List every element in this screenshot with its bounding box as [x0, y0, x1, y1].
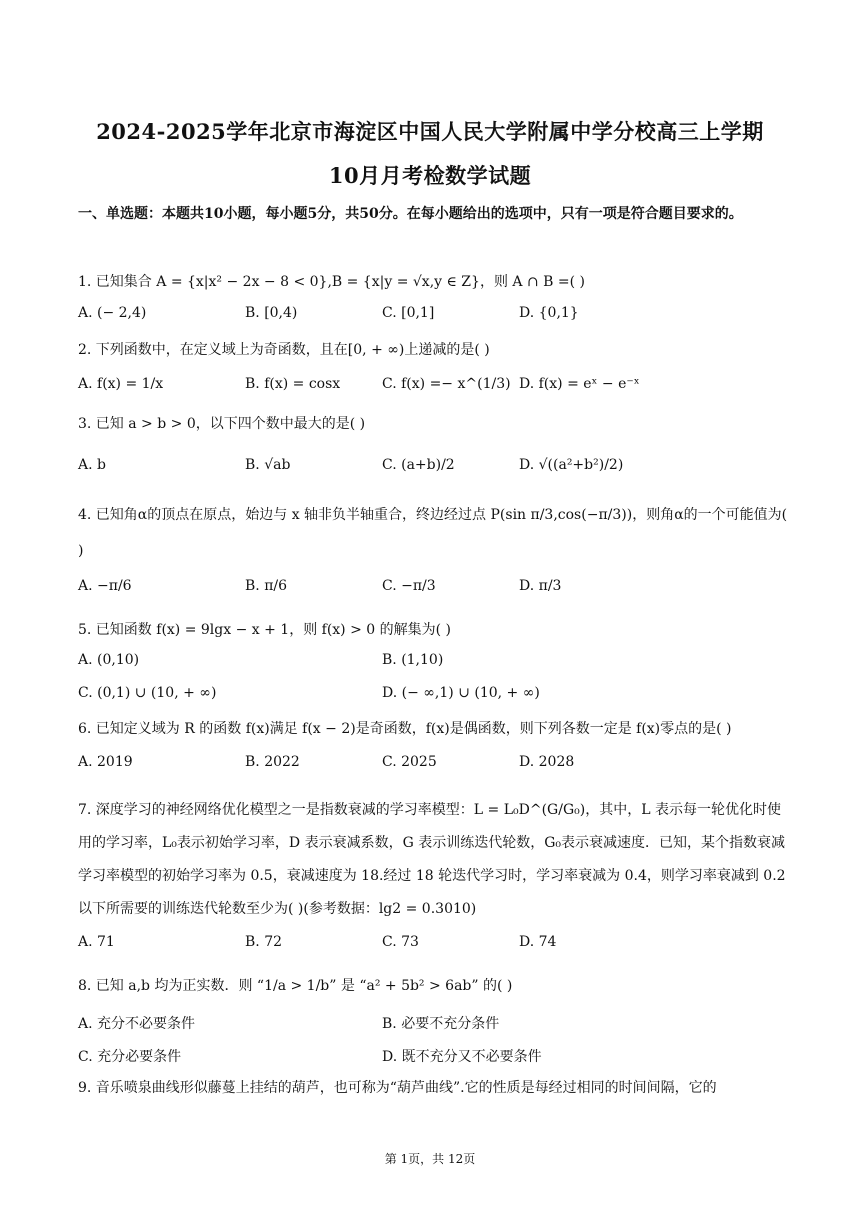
question-2-stem: 2. 下列函数中，在定义域上为奇函数，且在[0, + ∞)上递减的是( ) [78, 342, 490, 358]
question-4-options [78, 578, 798, 600]
question-5-option-c: C. (0,1) ∪ (10, + ∞) [78, 685, 217, 701]
question-2-option-d: D. f(x) = eˣ − e⁻ˣ [519, 376, 640, 392]
question-1-option-d: D. {0,1} [519, 305, 579, 321]
question-1-options [78, 305, 798, 327]
question-8-stem: 8. 已知 a,b 均为正实数．则 “1/a > 1/b” 是 “a² + 5b² > 6ab” 的( ) [78, 978, 513, 994]
question-7-option-c: C. 73 [382, 934, 419, 950]
question-6-options [78, 754, 798, 776]
question-6-option-c: C. 2025 [382, 754, 437, 770]
question-6-option-b: B. 2022 [245, 754, 300, 770]
question-7-option-a: A. 71 [78, 934, 115, 950]
question-8-options-row-2 [78, 1046, 798, 1068]
question-2-option-a: A. f(x) = 1/x [78, 376, 164, 392]
question-3-option-a: A. b [78, 457, 106, 473]
question-2-options [78, 376, 798, 398]
question-5-option-a: A. (0,10) [78, 652, 140, 668]
question-5-stem: 5. 已知函数 f(x) = 9lgx − x + 1，则 f(x) > 0 的解集为( ) [78, 622, 452, 638]
question-1-stem: 1. 已知集合 A = {x|x² − 2x − 8 < 0},B = {x|y = √x,y ∈ Z}，则 A ∩ B =( ) [78, 274, 585, 290]
question-6-option-d: D. 2028 [519, 754, 575, 770]
question-7-option-d: D. 74 [519, 934, 557, 950]
question-2-option-c: C. f(x) =− x^(1/3) [382, 376, 511, 392]
question-1-option-b: B. [0,4) [245, 305, 298, 321]
question-4-option-d: D. π/3 [519, 578, 562, 594]
question-8-options-row-1 [78, 1013, 798, 1035]
question-7-stem: 7. 深度学习的神经网络优化模型之一是指数衰减的学习率模型：L = L₀D^(G/G₀)，其中，L 表示每一轮优化时使用的学习率，L₀表示初始学习率，D 表示衰减系数，G 表示训练迭代轮数，G₀表示衰减速度．已知，某个指数衰减学习率模型的初始学习率为 0.5，衰减速度为 18.经过 18 轮迭代学习时，学习率衰减为 0.4，则学习率衰减到 0.2 以下所需要的训练迭代轮数至少为( )(参考数据：lg2 = 0.3010) [78, 802, 786, 917]
question-7-option-b: B. 72 [245, 934, 283, 950]
question-3-option-c: C. (a+b)/2 [382, 457, 455, 473]
question-3-stem: 3. 已知 a > b > 0，以下四个数中最大的是( ) [78, 416, 366, 432]
question-8-option-a: A. 充分不必要条件 [78, 1016, 196, 1032]
question-5-options-row-1 [78, 652, 798, 674]
question-2-option-b: B. f(x) = cosx [245, 376, 341, 392]
question-3-option-b: B. √ab [245, 457, 291, 473]
question-5-option-b: B. (1,10) [382, 652, 444, 668]
title-line-2: 10月月考检数学试题 [328, 163, 532, 188]
question-8-option-c: C. 充分必要条件 [78, 1049, 182, 1065]
question-4-option-a: A. −π/6 [78, 578, 132, 594]
question-6-stem: 6. 已知定义域为 R 的函数 f(x)满足 f(x − 2)是奇函数，f(x)是偶函数，则下列各数一定是 f(x)零点的是( ) [78, 721, 732, 737]
title-line-1: 2024-2025学年北京市海淀区中国人民大学附属中学分校高三上学期 [96, 119, 764, 144]
question-9-stem: 9. 音乐喷泉曲线形似藤蔓上挂结的葫芦，也可称为“葫芦曲线”.它的性质是每经过相同的时间间隔，它的 [78, 1080, 717, 1096]
question-4-option-c: C. −π/3 [382, 578, 436, 594]
question-3-option-d: D. √((a²+b²)/2) [519, 457, 624, 473]
question-1-option-c: C. [0,1] [382, 305, 435, 321]
section-heading: 一、单选题：本题共10小题，每小题5分，共50分。在每小题给出的选项中，只有一项是符合题目要求的。 [78, 206, 743, 222]
question-1-option-a: A. (− 2,4) [78, 305, 147, 321]
question-4-option-b: B. π/6 [245, 578, 288, 594]
question-3-options [78, 457, 798, 479]
question-8-option-b: B. 必要不充分条件 [382, 1016, 500, 1032]
question-5-options-row-2 [78, 685, 798, 707]
question-8-option-d: D. 既不充分又不必要条件 [382, 1049, 542, 1065]
question-4-stem: 4. 已知角α的顶点在原点，始边与 x 轴非负半轴重合，终边经过点 P(sin π/3,cos(−π/3))，则角α的一个可能值为( ) [78, 507, 788, 559]
question-7-options [78, 934, 798, 956]
question-5-option-d: D. (− ∞,1) ∪ (10, + ∞) [382, 685, 540, 701]
page-footer: 第 1页，共 12页 [384, 1152, 476, 1166]
question-6-option-a: A. 2019 [78, 754, 133, 770]
